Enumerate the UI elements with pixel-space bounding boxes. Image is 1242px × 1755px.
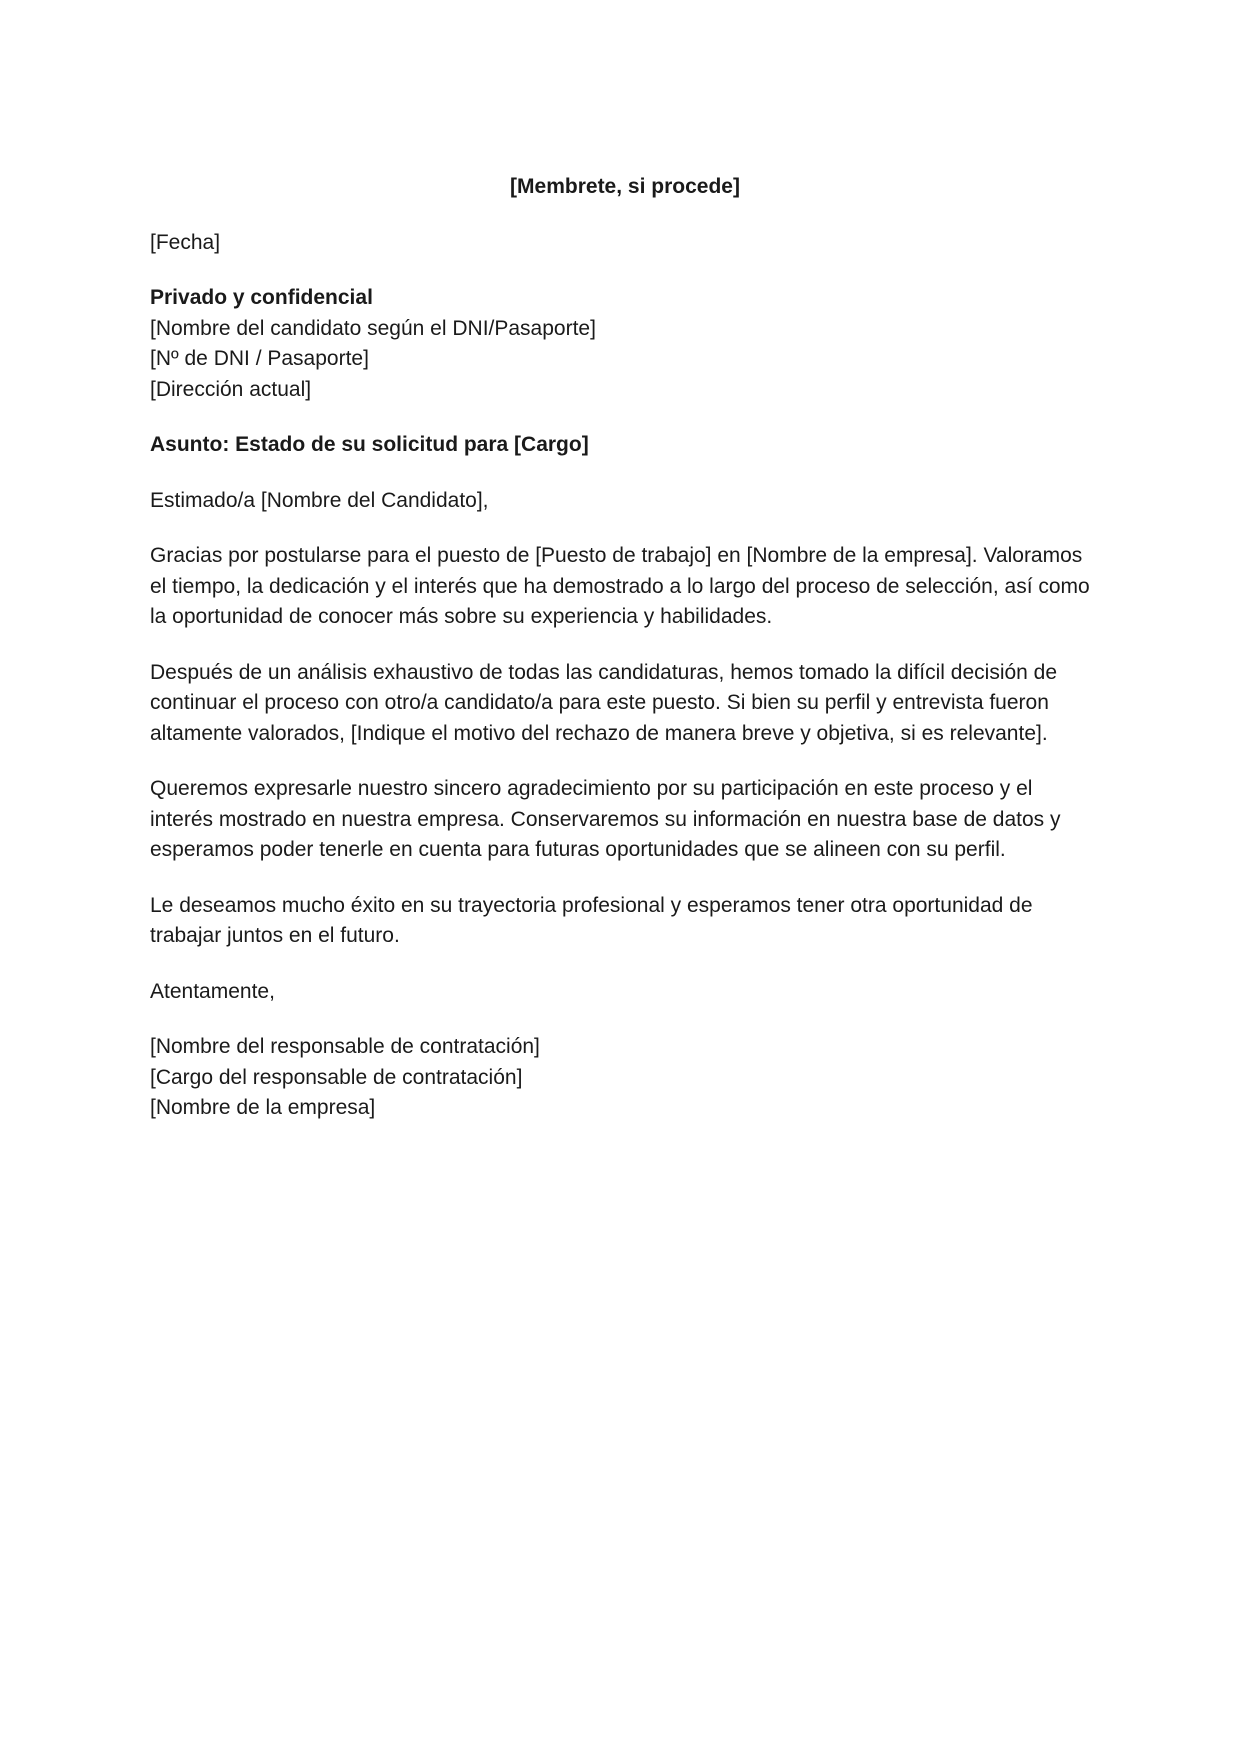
recipient-id-number: [Nº de DNI / Pasaporte] (150, 347, 369, 370)
body-paragraph-1: Gracias por postularse para el puesto de [Puesto de trabajo] en [Nombre de la empresa]. Valoramos el tiempo, la dedicación y el interés que ha demostrado a lo largo del proceso de selección, así como la oportunidad de conocer más sobre su experiencia y habilidades. (150, 544, 1090, 628)
signatory-name: [Nombre del responsable de contratación] (150, 1035, 540, 1058)
signatory-title: [Cargo del responsable de contratación] (150, 1065, 523, 1089)
body-paragraph-4: Le deseamos mucho éxito en su trayectoria profesional y esperamos tener otra oportunidad de trabajar juntos en el futuro. (150, 893, 1033, 947)
recipient-name: [Nombre del candidato según el DNI/Pasaporte] (150, 316, 596, 340)
salutation: Estimado/a [Nombre del Candidato], (150, 488, 489, 512)
signature-block (150, 1032, 1090, 1124)
recipient-block (150, 283, 1090, 405)
signatory-company: [Nombre de la empresa] (150, 1096, 376, 1119)
body-paragraph-2: Después de un análisis exhaustivo de todas las candidaturas, hemos tomado la difícil decisión de continuar el proceso con otro/a candidato/a para este puesto. Si bien su perfil y entrevista fueron altamente valorados, [Indique el motivo del rechazo de manera breve y objetiva, si es relevante]. (150, 660, 1058, 745)
recipient-address: [Dirección actual] (150, 377, 312, 401)
letter-body (150, 172, 1090, 1149)
letter-date: [Fecha] (150, 230, 221, 254)
letterhead: [Membrete, si procede] (510, 175, 740, 198)
body-paragraph-3: Queremos expresarle nuestro sincero agradecimiento por su participación en este proceso y el interés mostrado en nuestra empresa. Conservaremos su información en nuestra base de datos y esperamos poder tenerle en cuenta para futuras oportunidades que se alineen con su perfil. (150, 777, 1061, 861)
confidential-label: Privado y confidencial (150, 286, 373, 309)
subject-line: Asunto: Estado de su solicitud para [Cargo] (150, 433, 589, 456)
closing: Atentamente, (150, 979, 275, 1003)
